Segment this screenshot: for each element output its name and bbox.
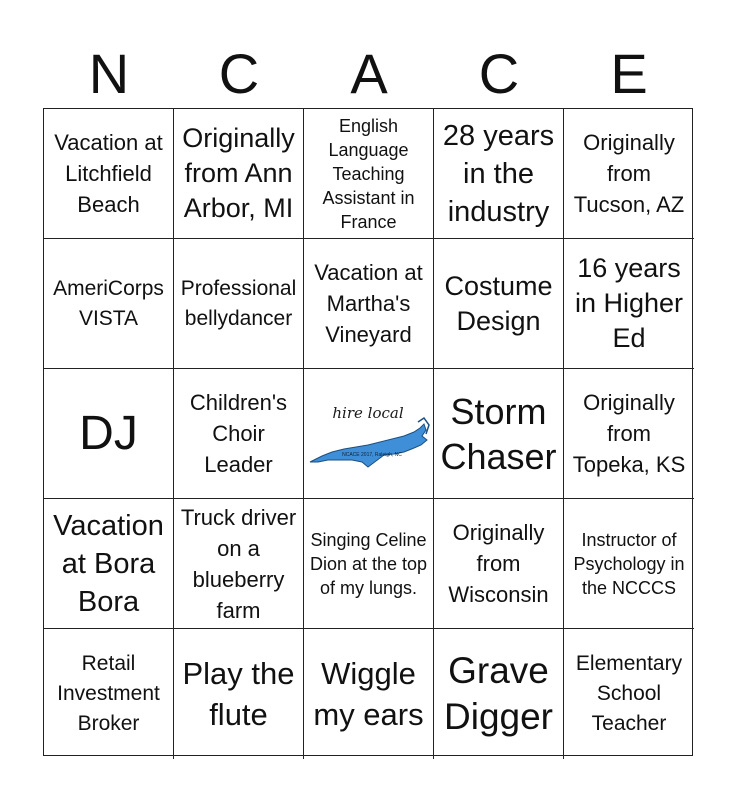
bingo-cell[interactable]: Originally from Ann Arbor, MI [174, 109, 304, 239]
bingo-board [43, 108, 693, 756]
bingo-cell[interactable]: Singing Celine Dion at the top of my lungs. [304, 499, 434, 629]
header-letter-a: A [350, 42, 388, 105]
bingo-cell[interactable]: Truck driver on a blueberry farm [174, 499, 304, 629]
nc-map-logo [308, 398, 430, 470]
nc-map-shape [310, 424, 427, 467]
bingo-cell[interactable]: Originally from Topeka, KS [564, 369, 694, 499]
bingo-cell[interactable]: Professional bellydancer [174, 239, 304, 369]
bingo-cell[interactable]: Storm Chaser [434, 369, 564, 499]
bingo-cell[interactable]: Originally from Wisconsin [434, 499, 564, 629]
header-letter-n: N [88, 42, 130, 105]
bingo-cell[interactable]: English Language Teaching Assistant in France [304, 109, 434, 239]
bingo-cell[interactable]: Play the flute [174, 629, 304, 759]
logo-text: hire local [331, 403, 404, 422]
bingo-cell[interactable]: DJ [44, 369, 174, 499]
bingo-cell[interactable]: Instructor of Psychology in the NCCCS [564, 499, 694, 629]
free-space-cell[interactable] [304, 369, 434, 499]
bingo-cell[interactable]: 16 years in Higher Ed [564, 239, 694, 369]
bingo-header [44, 40, 694, 108]
bingo-cell[interactable]: Costume Design [434, 239, 564, 369]
bingo-cell[interactable]: Vacation at Martha's Vineyard [304, 239, 434, 369]
header-letter-c: C [218, 42, 260, 105]
bingo-cell[interactable]: Originally from Tucson, AZ [564, 109, 694, 239]
logo-subtext: NCACE 2017, Raleigh, NC [341, 451, 402, 458]
header-letter-e: E [610, 42, 648, 105]
bingo-cell[interactable]: Children's Choir Leader [174, 369, 304, 499]
bingo-cell[interactable]: Retail Investment Broker [44, 629, 174, 759]
bingo-cell[interactable]: Vacation at Bora Bora [44, 499, 174, 629]
header-letter-c-2: C [478, 42, 520, 105]
bingo-cell[interactable]: AmeriCorps VISTA [44, 239, 174, 369]
bingo-cell[interactable]: Elementary School Teacher [575, 652, 683, 735]
bingo-cell[interactable]: Wiggle my ears [304, 629, 434, 759]
bingo-cell[interactable]: Vacation at Litchfield Beach [44, 109, 174, 239]
bingo-cell[interactable]: Grave Digger [434, 629, 564, 759]
bingo-cell[interactable]: 28 years in the industry [434, 109, 564, 239]
